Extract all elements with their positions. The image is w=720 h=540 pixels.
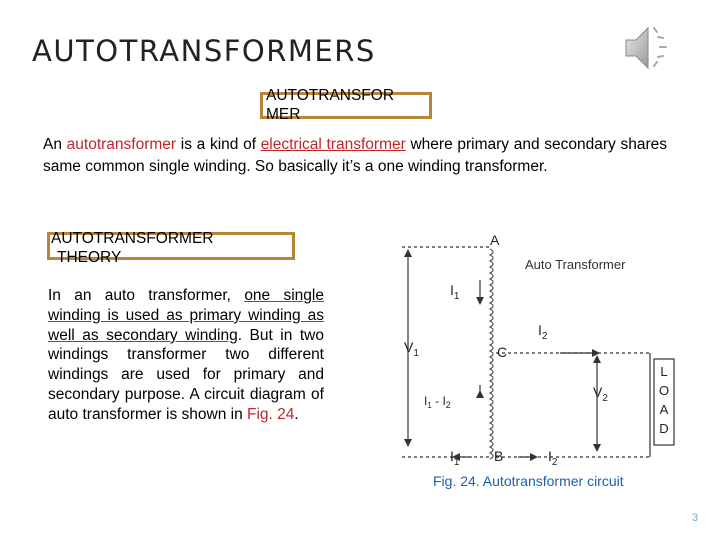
label-c: C [497,344,508,360]
label-v2: $V_2$ [593,384,608,404]
electrical-transformer-link[interactable]: electrical transformer [260,136,406,153]
autotransformer-link[interactable]: autotransformer [66,136,177,153]
label-i1-bottom: $I_1$ [450,448,460,467]
section-heading-autotransformer: AUTOTRANSFOR MER [266,87,395,123]
page-number: 3 [692,512,699,524]
slide-title: AUTOTRANSFORMERS [32,34,376,68]
label-i2: $I_2$ [538,322,548,342]
label-i2-bottom: $I_2$ [548,448,558,467]
figure-caption: Fig. 24. Autotransformer circuit [433,473,624,489]
load-box [654,359,674,445]
label-a: A [490,235,500,248]
figure-reference-link[interactable]: Fig. 24 [247,405,295,423]
single-winding-link[interactable]: one single winding is used as primary winding as well as secondary winding [48,287,324,344]
label-i1-minus-i2: $I_1 - I_2$ [424,394,451,410]
diagram-title: Auto Transformer [525,257,626,272]
label-v1: $V_1$ [404,339,419,359]
svg-text:O: O [658,383,670,398]
intro-paragraph: An autotransformer is a kind of electrical transformer where primary and secondary shares same common single winding. So basically it’s a one winding transformer. [43,136,667,175]
label-i1: $I_1$ [450,282,460,302]
svg-text:D: D [659,421,669,436]
theory-paragraph: In an auto transformer, one single winding is used as primary winding as well as secondary winding. But in two windings transformer two different windings are used for primary and secondary purpose. A circuit diagram of auto transformer is shown in Fig. 24. [48,287,324,423]
svg-text:L: L [660,364,668,379]
svg-text:A: A [659,402,669,417]
section-heading-theory: AUTOTRANSFORMER THEORY [51,230,214,266]
label-b: B [494,448,504,464]
autotransformer-circuit-diagram [400,235,680,467]
speaker-icon[interactable] [620,20,676,76]
